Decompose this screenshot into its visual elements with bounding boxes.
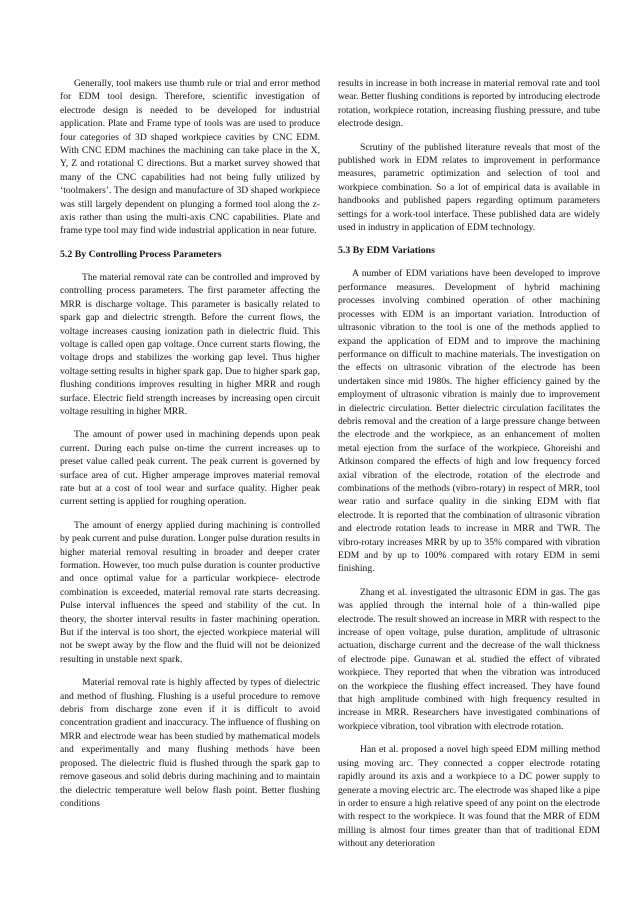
paragraph: The amount of power used in machining depends upon peak current. During each pulse on-time the current increases up to preset value called peak current. The peak current is governed by surface area of cut. Higher amperage improves material removal rate but at a cost of tool wear and surface quality. Higher peak current setting is applied for roughing operation. <box>60 429 320 508</box>
paragraph: A number of EDM variations have been developed to improve performance measures. Development of hybrid machining processes involving combined operation of other machining processes with EDM is an important variation. Introduction of ultrasonic vibration to the tool is one of the methods applied to expand the application of EDM and to improve the machining performance on difficult to machine materials. The investigation on the effects on ultrasonic vibration of the electrode has been undertaken since mid 1980s. The higher efficiency gained by the employment of ultrasonic vibration is mainly due to improvement in dielectric circulation. Better dielectric circulation facilitates the debris removal and the creation of a large pressure change between the electrode and the workpiece, as an enhancement of molten metal ejection from the surface of the workpiece. Ghoreishi and Atkinson compared the effects of high and low frequency forced axial vibration of the electrode, rotation of the electrode and combinations of the methods (vibro-rotary) in respect of MRR, tool wear ratio and surface quality in die sinking EDM with flat electrode. It is reported that the combination of ultrasonic vibration and electrode rotation leads to increase in MRR and TWR. The vibro-rotary increases MRR by up to 35% compared with vibration EDM and by up to 100% compared with rotary EDM in semi finishing. <box>338 268 600 575</box>
section-heading-5-2: 5.2 By Controlling Process Parameters <box>60 248 222 260</box>
paragraph: Zhang et al. investigated the ultrasonic EDM in gas. The gas was applied through the internal hole of a thin-walled pipe electrode. The result showed an increase in MRR with respect to the increase of open voltage, pulse duration, amplitude of ultrasonic actuation, discharge current and the decrease of the wall thickness of electrode pipe. Gunawan et al. studied the effect of vibrated workpiece. They reported that when the vibration was introduced on the workpiece the flushing effect increased. They have found that high amplitude combined with high frequency resulted in increase in MRR. Researchers have investigated combinations of workpiece vibration, tool vibration with electrode rotation. <box>338 586 600 732</box>
paragraph: Material removal rate is highly affected by types of dielectric and method of flushing. Flushing is a useful procedure to remove debris from discharge zone even if it is difficult to avoid concentration gradient and inaccuracy. The influence of flushing on MRR and electrode wear has been studied by mathematical models and experimentally and many flushing methods have been proposed. The dielectric fluid is flushed through the spark gap to remove gaseous and solid debris during machining and to maintain the dielectric temperature well below flash point. Better flushing conditions <box>60 677 320 809</box>
paragraph: Scrutiny of the published literature reveals that most of the published work in EDM relates to improvement in performance measures, parametric optimization and selection of tool and workpiece combination. So a lot of empirical data is available in handbooks and published papers regarding optimum parameters settings for a work-tool interface. These published data are widely used in industry in application of EDM technology. <box>338 141 600 234</box>
paragraph: The amount of energy applied during machining is controlled by peak current and pulse duration. Longer pulse duration results in higher material removal resulting in broader and deeper crater formation. However, too much pulse duration is counter productive and once optimal value for a particular workpiece- electrode combination is exceeded, material removal rate starts decreasing. Pulse interval influences the speed and stability of the cut. In theory, the shorter interval results in faster machining operation. But if the interval is too short, the ejected workpiece material will not be swept away by the flow and the fluid will not be deionized resulting in unstable next spark. <box>60 519 320 665</box>
section-heading-5-3: 5.3 By EDM Variations <box>338 245 435 257</box>
paragraph: Generally, tool makers use thumb rule or trial and error method for EDM tool design. Therefore, scientific investigation of electrode design is needed to be developed for industrial application. Plate and Frame type of tools was are used to produce four categories of 3D shaped workpiece cavities by CNC EDM. With CNC EDM machines the machining can take place in the X, Y, Z and rotational C directions. But a market survey showed that many of the CNC capabilities had not being fully utilized by ‘toolmakers’. The design and manufacture of 3D shaped workpiece was still largely dependent on plunging a formed tool along the z-axis rather than using the multi-axis CNC capabilities. Plate and frame type tool may find wide industrial application in near future. <box>60 78 320 237</box>
paragraph: results in increase in both increase in material removal rate and tool wear. Better flushing conditions is reported by introducing electrode rotation, workpiece rotation, increasing flushing pressure, and tube electrode design. <box>338 78 600 130</box>
paragraph: The material removal rate can be controlled and improved by controlling process parameters. The first parameter affecting the MRR is discharge voltage. This parameter is basically related to spark gap and dielectric strength. Before the current flows, the voltage increases causing ionization path in dielectric fluid. This voltage is called open gap voltage. Once current starts flowing, the voltage drops and stabilizes the working gap level. Thus higher voltage setting results in higher spark gap. Due to higher spark gap, flushing conditions improves resulting in higher MRR and rough surface. Electric field strength increases by increasing open circuit voltage resulting in higher MRR. <box>60 271 320 417</box>
left-column <box>60 77 320 820</box>
right-column <box>338 77 600 861</box>
paragraph: Han et al. proposed a novel high speed EDM milling method using moving arc. They connected a copper electrode rotating rapidly around its axis and a workpiece to a DC power supply to generate a moving electric arc. The electrode was shaped like a pipe in order to ensure a high relative speed of any point on the electrode with respect to the workpiece. It was found that the MRR of EDM milling is almost four times greater than that of traditional EDM without any deterioration <box>338 744 600 850</box>
